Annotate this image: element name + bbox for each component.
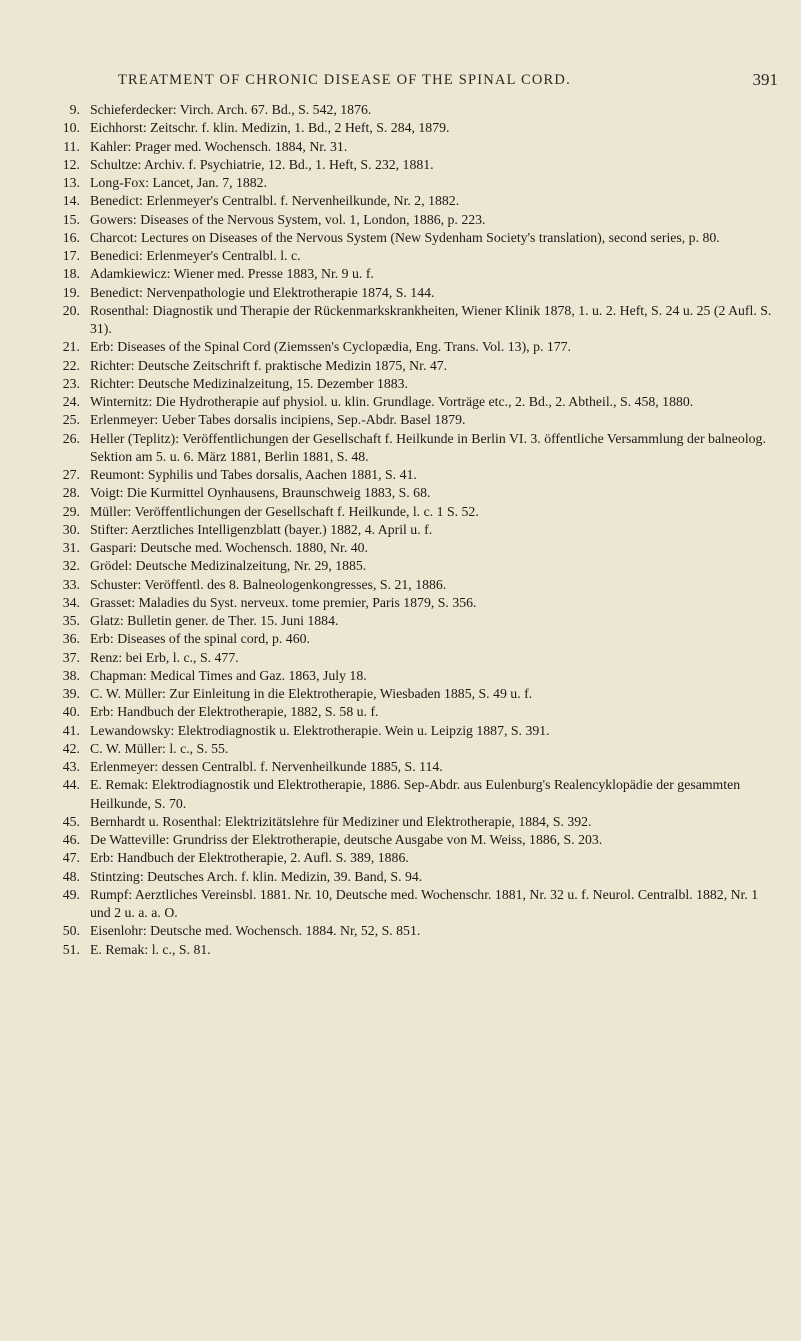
reference-text: Heller (Teplitz): Veröffentlichungen der Gesellschaft f. Heilkunde in Berlin VI. 3. öffentliche Versammlung der balneolog. Sektion am 5. u. 6. März 1881, Berlin 1881, S. 48. <box>90 430 766 464</box>
reference-item <box>52 375 782 393</box>
reference-item <box>52 740 782 758</box>
reference-number: 38. <box>62 667 80 683</box>
reference-text: Kahler: Prager med. Wochensch. 1884, Nr. 31. <box>90 138 348 154</box>
reference-number: 50. <box>62 923 80 939</box>
reference-text: Glatz: Bulletin gener. de Ther. 15. Juni 1884. <box>90 613 339 628</box>
reference-number: 25. <box>62 412 80 428</box>
reference-text: E. Remak: Elektrodiagnostik und Elektrotherapie, 1886. Sep-Abdr. aus Eulenburg's Realencyklopädie der gesammten Heilkunde, S. 70. <box>90 777 741 811</box>
reference-number: 41. <box>62 722 80 738</box>
reference-text: Long-Fox: Lancet, Jan. 7, 1882. <box>90 175 268 190</box>
reference-item <box>52 685 782 703</box>
reference-text: Schuster: Veröffentl. des 8. Balneologenkongresses, S. 21, 1886. <box>90 576 447 592</box>
reference-number: 45. <box>62 813 80 829</box>
reference-item <box>52 703 782 721</box>
reference-text: Rosenthal: Diagnostik und Therapie der Rückenmarkskrankheiten, Wiener Klinik 1878, 1. u. 2. Heft, S. 24 u. 25 (2 Aufl. S. 31). <box>90 302 772 336</box>
reference-text: Chapman: Medical Times and Gaz. 1863, July 18. <box>90 667 367 683</box>
reference-item <box>52 539 782 557</box>
reference-text: E. Remak: l. c., S. 81. <box>90 941 211 957</box>
reference-number: 37. <box>62 649 80 665</box>
reference-text: Adamkiewicz: Wiener med. Presse 1883, Nr. 9 u. f. <box>90 266 374 282</box>
reference-item <box>52 174 782 192</box>
reference-item <box>52 941 782 959</box>
running-header <box>118 72 778 89</box>
reference-item <box>52 594 782 612</box>
reference-item <box>52 484 782 502</box>
reference-text: Stintzing: Deutsches Arch. f. klin. Medizin, 39. Band, S. 94. <box>90 868 423 884</box>
reference-text: Benedict: Erlenmeyer's Centralbl. f. Nervenheilkunde, Nr. 2, 1882. <box>90 193 460 209</box>
reference-item <box>52 338 782 356</box>
reference-item <box>52 138 782 156</box>
reference-text: Voigt: Die Kurmittel Oynhausens, Braunschweig 1883, S. 68. <box>90 485 431 501</box>
reference-text: Eichhorst: Zeitschr. f. klin. Medizin, 1. Bd., 2 Heft, S. 284, 1879. <box>90 120 450 136</box>
reference-item <box>52 886 782 923</box>
reference-number: 9. <box>69 102 80 117</box>
reference-text: Erb: Handbuch der Elektrotherapie, 2. Aufl. S. 389, 1886. <box>90 850 409 866</box>
reference-number: 23. <box>62 375 80 391</box>
reference-number: 46. <box>62 832 80 847</box>
reference-number: 40. <box>62 704 80 720</box>
reference-number: 33. <box>62 576 80 592</box>
reference-list <box>52 101 782 959</box>
reference-text: Müller: Veröffentlichungen der Gesellschaft f. Heilkunde, l. c. 1 S. 52. <box>90 503 479 519</box>
reference-text: Renz: bei Erb, l. c., S. 477. <box>90 649 239 665</box>
reference-item <box>52 612 782 630</box>
reference-number: 39. <box>62 686 80 701</box>
reference-item <box>52 722 782 740</box>
reference-item <box>52 247 782 265</box>
reference-number: 26. <box>62 430 80 446</box>
reference-text: Charcot: Lectures on Diseases of the Nervous System (New Sydenham Society's translation), second series, p. 80. <box>90 229 720 245</box>
reference-number: 49. <box>62 886 80 902</box>
reference-text: Grasset: Maladies du Syst. nerveux. tome premier, Paris 1879, S. 356. <box>90 594 477 610</box>
reference-number: 51. <box>62 941 80 957</box>
reference-item <box>52 630 782 648</box>
reference-text: Benedici: Erlenmeyer's Centralbl. l. c. <box>90 248 301 263</box>
reference-number: 14. <box>62 193 80 209</box>
reference-text: C. W. Müller: Zur Einleitung in die Elektrotherapie, Wiesbaden 1885, S. 49 u. f. <box>90 686 533 701</box>
reference-number: 28. <box>62 485 80 501</box>
reference-number: 17. <box>62 248 80 263</box>
reference-number: 48. <box>62 868 80 884</box>
reference-item <box>52 557 782 575</box>
reference-item <box>52 284 782 302</box>
reference-item <box>52 868 782 886</box>
reference-number: 36. <box>62 631 80 647</box>
reference-number: 44. <box>62 777 80 793</box>
reference-item <box>52 302 782 339</box>
reference-number: 47. <box>62 850 80 866</box>
reference-item <box>52 649 782 667</box>
reference-text: Schultze: Archiv. f. Psychiatrie, 12. Bd., 1. Heft, S. 232, 1881. <box>90 156 434 172</box>
reference-item <box>52 521 782 539</box>
reference-item <box>52 357 782 375</box>
reference-text: Erlenmeyer: dessen Centralbl. f. Nervenheilkunde 1885, S. 114. <box>90 759 443 774</box>
reference-item <box>52 393 782 411</box>
page-number: 391 <box>752 70 778 89</box>
reference-number: 42. <box>62 740 80 756</box>
reference-number: 18. <box>62 266 80 282</box>
reference-item <box>52 922 782 940</box>
reference-text: Erb: Handbuch der Elektrotherapie, 1882, S. 58 u. f. <box>90 704 379 720</box>
reference-item <box>52 758 782 776</box>
reference-number: 16. <box>62 229 80 245</box>
reference-number: 35. <box>62 613 80 628</box>
reference-number: 20. <box>62 302 80 318</box>
reference-number: 31. <box>62 540 80 555</box>
reference-text: Schieferdecker: Virch. Arch. 67. Bd., S. 542, 1876. <box>90 102 372 117</box>
reference-text: Gowers: Diseases of the Nervous System, vol. 1, London, 1886, p. 223. <box>90 211 486 227</box>
reference-number: 22. <box>62 357 80 373</box>
reference-number: 30. <box>62 521 80 537</box>
reference-text: Benedict: Nervenpathologie und Elektrotherapie 1874, S. 144. <box>90 284 435 300</box>
reference-item <box>52 119 782 137</box>
reference-item <box>52 466 782 484</box>
reference-number: 43. <box>62 759 80 774</box>
reference-item <box>52 576 782 594</box>
reference-number: 24. <box>62 394 80 409</box>
reference-text: De Watteville: Grundriss der Elektrotherapie, deutsche Ausgabe von M. Weiss, 1886, S. 203. <box>90 832 603 847</box>
reference-text: Grödel: Deutsche Medizinalzeitung, Nr. 29, 1885. <box>90 558 367 574</box>
reference-number: 12. <box>62 156 80 172</box>
reference-number: 19. <box>62 284 80 300</box>
reference-number: 10. <box>62 120 80 136</box>
reference-item <box>52 229 782 247</box>
reference-text: Reumont: Syphilis und Tabes dorsalis, Aachen 1881, S. 41. <box>90 467 417 482</box>
reference-text: Erb: Diseases of the Spinal Cord (Ziemssen's Cyclopædia, Eng. Trans. Vol. 13), p. 177. <box>90 339 572 355</box>
reference-text: Rumpf: Aerztliches Vereinsbl. 1881. Nr. 10, Deutsche med. Wochenschr. 1881, Nr. 32 u. f. Neurol. Centralbl. 1882, Nr. 1 und 2 u. a. a. O. <box>90 886 759 920</box>
reference-item <box>52 776 782 813</box>
reference-number: 11. <box>63 138 80 154</box>
reference-number: 13. <box>62 175 80 190</box>
reference-item <box>52 265 782 283</box>
reference-number: 29. <box>62 503 80 519</box>
reference-text: Winternitz: Die Hydrotherapie auf physiol. u. klin. Grundlage. Vorträge etc., 2. Bd., 2. Abtheil., S. 458, 1880. <box>90 394 694 409</box>
reference-item <box>52 831 782 849</box>
reference-item <box>52 211 782 229</box>
reference-text: C. W. Müller: l. c., S. 55. <box>90 740 229 756</box>
reference-item <box>52 503 782 521</box>
reference-item <box>52 430 782 467</box>
reference-text: Richter: Deutsche Medizinalzeitung, 15. Dezember 1883. <box>90 375 408 391</box>
reference-text: Erb: Diseases of the spinal cord, p. 460. <box>90 631 310 647</box>
reference-item <box>52 849 782 867</box>
reference-number: 34. <box>62 594 80 610</box>
reference-number: 27. <box>62 467 80 482</box>
reference-number: 21. <box>62 339 80 355</box>
reference-item <box>52 156 782 174</box>
reference-number: 15. <box>62 211 80 227</box>
reference-text: Stifter: Aerztliches Intelligenzblatt (bayer.) 1882, 4. April u. f. <box>90 521 433 537</box>
reference-text: Bernhardt u. Rosenthal: Elektrizitätslehre für Mediziner und Elektrotherapie, 1884, S. 392. <box>90 813 592 829</box>
reference-item <box>52 101 782 119</box>
running-title: TREATMENT OF CHRONIC DISEASE OF THE SPINAL CORD. <box>118 72 571 88</box>
reference-item <box>52 192 782 210</box>
reference-item <box>52 813 782 831</box>
reference-text: Lewandowsky: Elektrodiagnostik u. Elektrotherapie. Wein u. Leipzig 1887, S. 391. <box>90 722 550 738</box>
reference-item <box>52 667 782 685</box>
reference-text: Eisenlohr: Deutsche med. Wochensch. 1884. Nr, 52, S. 851. <box>90 923 421 939</box>
reference-text: Richter: Deutsche Zeitschrift f. praktische Medizin 1875, Nr. 47. <box>90 357 448 373</box>
reference-item <box>52 411 782 429</box>
reference-text: Erlenmeyer: Ueber Tabes dorsalis incipiens, Sep.-Abdr. Basel 1879. <box>90 412 466 428</box>
reference-text: Gaspari: Deutsche med. Wochensch. 1880, Nr. 40. <box>90 540 368 555</box>
reference-number: 32. <box>62 558 80 574</box>
